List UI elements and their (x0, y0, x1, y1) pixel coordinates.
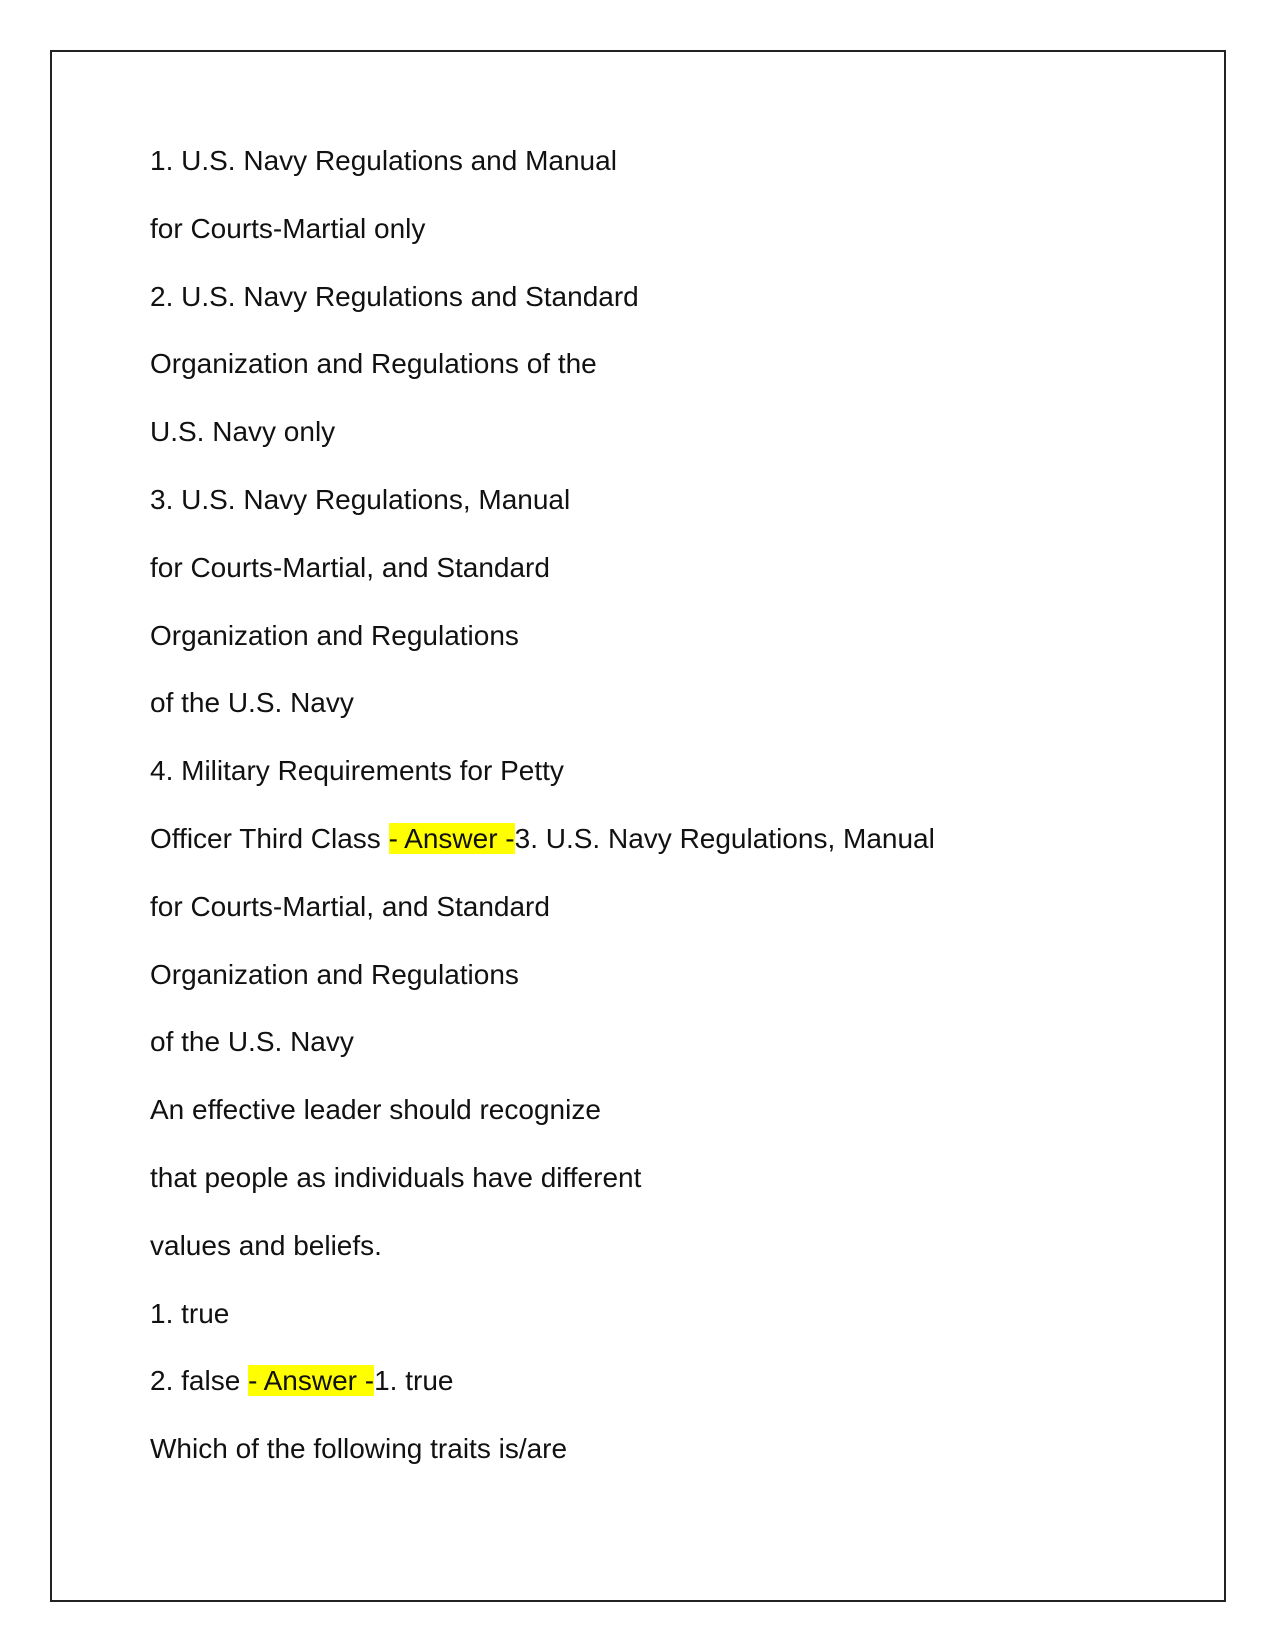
question-text: Officer Third Class (150, 822, 389, 854)
text-line: 3. U.S. Navy Regulations, Manual (150, 483, 571, 515)
text-line: Which of the following traits is/are (150, 1433, 568, 1465)
text-line: 1. U.S. Navy Regulations and Manual (150, 145, 617, 176)
document-body (150, 143, 935, 1499)
text-line: values and beliefs. (150, 1229, 382, 1261)
answer-highlight: - Answer - (388, 822, 515, 854)
answer-line (150, 1363, 935, 1431)
text-line: for Courts-Martial, and Standard (150, 551, 550, 583)
answer-line (150, 821, 935, 889)
text-line: 1. true (150, 1297, 230, 1329)
answer-highlight: - Answer - (248, 1365, 375, 1397)
text-line: Organization and Regulations of the (150, 348, 597, 380)
text-line: Organization and Regulations (150, 958, 519, 990)
answer-text: 3. U.S. Navy Regulations, Manual (514, 822, 935, 854)
text-line: of the U.S. Navy (150, 687, 354, 719)
text-line: for Courts-Martial, and Standard (150, 890, 550, 922)
question-text: 2. false (150, 1365, 249, 1397)
text-line: U.S. Navy only (150, 416, 336, 448)
text-line: Organization and Regulations (150, 619, 519, 651)
text-line: An effective leader should recognize (150, 1094, 601, 1126)
text-line: 2. U.S. Navy Regulations and Standard (150, 280, 639, 312)
text-line: for Courts-Martial only (150, 212, 426, 244)
text-line: that people as individuals have different (150, 1161, 642, 1193)
answer-text: 1. true (374, 1365, 454, 1397)
text-line: of the U.S. Navy (150, 1026, 354, 1058)
text-line: 4. Military Requirements for Petty (150, 755, 564, 787)
